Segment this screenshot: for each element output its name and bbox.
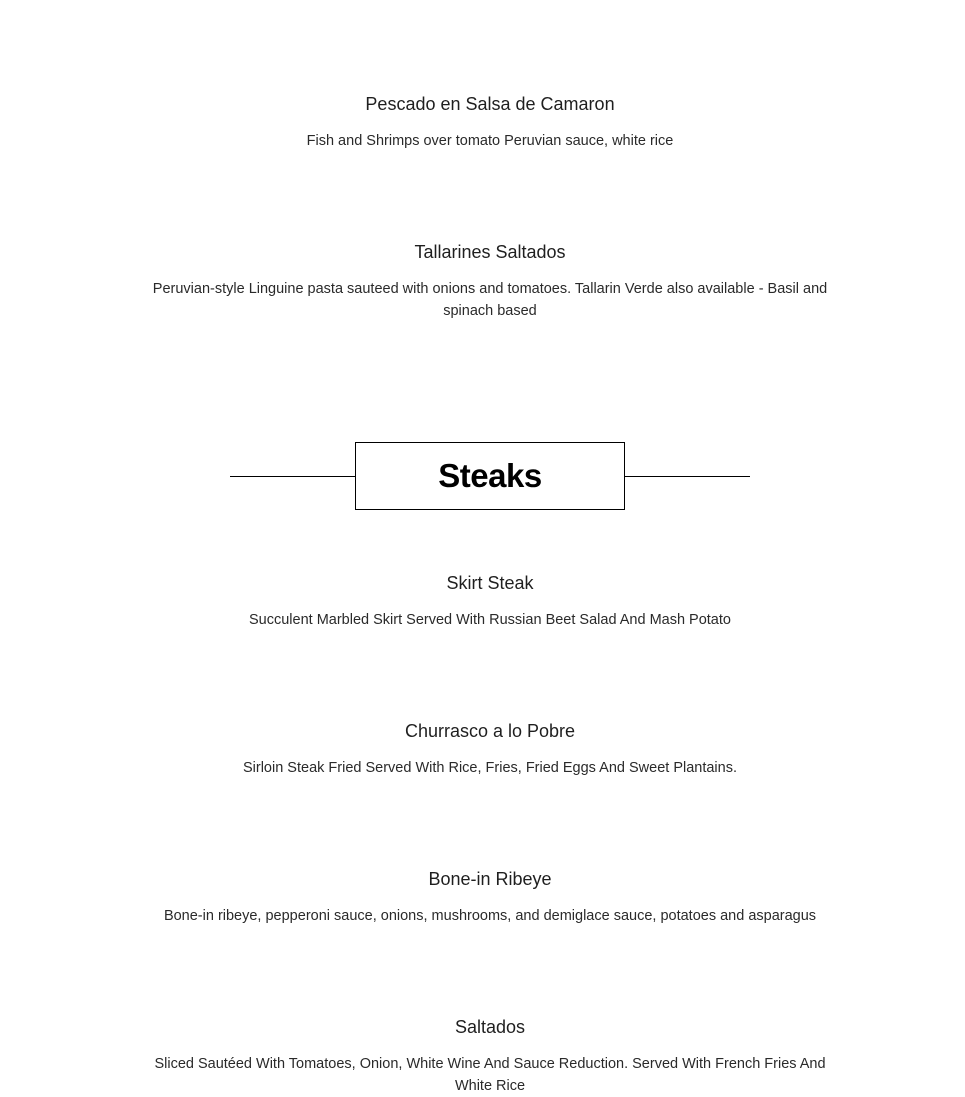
dish-description: Bone-in ribeye, pepperoni sauce, onions, mushrooms, and demiglace sauce, potatoes and asparagus <box>163 908 817 924</box>
dish-name: Bone-in Ribeye <box>428 869 552 889</box>
dish-item <box>140 572 840 631</box>
dish-description: Peruvian-style Linguine pasta sauteed with onions and tomatoes. Tallarin Verde also available - Basil and spinach based <box>152 281 828 319</box>
dish-description: Succulent Marbled Skirt Served With Russian Beet Salad And Mash Potato <box>249 612 731 628</box>
divider-line-right <box>625 476 750 477</box>
dish-name: Pescado en Salsa de Camaron <box>365 94 615 114</box>
dish-item <box>140 720 840 779</box>
dish-name: Churrasco a lo Pobre <box>404 721 576 741</box>
dish-description: Sliced Sautéed With Tomatoes, Onion, White Wine And Sauce Reduction. Served With French Fries And White Rice <box>154 1056 826 1094</box>
dish-description: Fish and Shrimps over tomato Peruvian sauce, white rice <box>306 133 674 149</box>
section-header <box>230 442 750 510</box>
dish-name: Skirt Steak <box>446 573 534 593</box>
dish-item <box>140 1016 840 1097</box>
dish-item <box>140 868 840 927</box>
section-title: Steaks <box>438 457 542 494</box>
dish-item <box>140 93 840 152</box>
dish-name: Saltados <box>454 1017 526 1037</box>
dish-description: Sirloin Steak Fried Served With Rice, Fries, Fried Eggs And Sweet Plantains. <box>242 760 737 776</box>
dish-name: Tallarines Saltados <box>414 242 566 262</box>
section-title-box <box>355 442 625 510</box>
divider-line-left <box>230 476 355 477</box>
dish-item <box>140 241 840 322</box>
